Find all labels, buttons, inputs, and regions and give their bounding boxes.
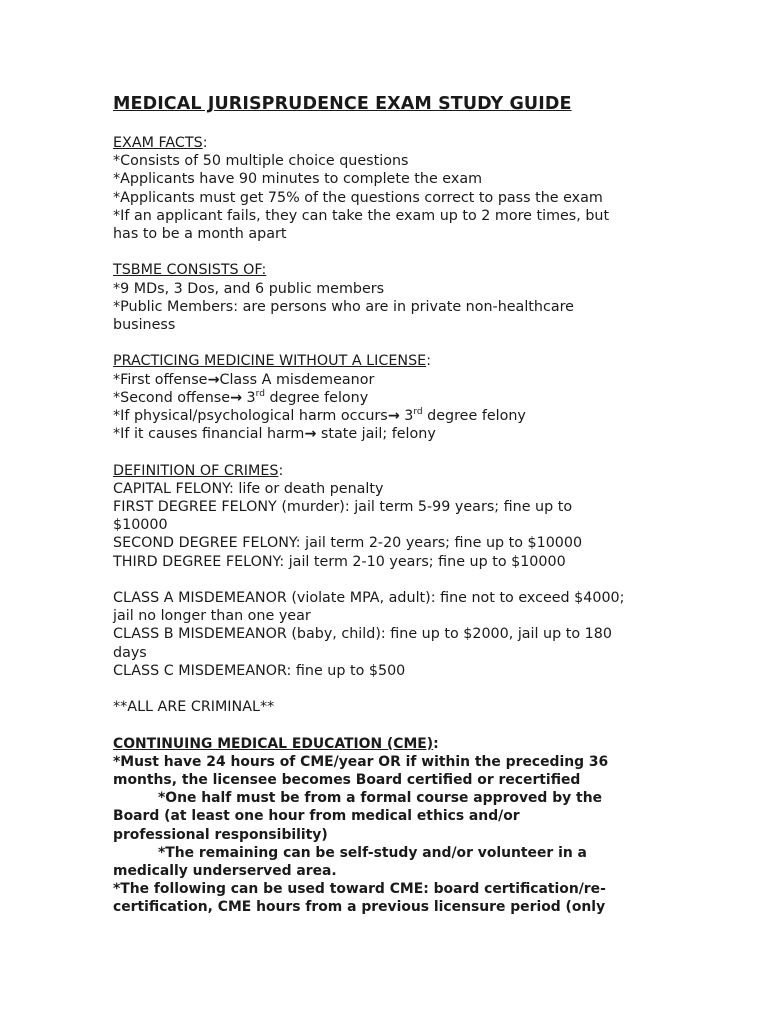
document-page xyxy=(113,92,673,917)
crime-definition: THIRD DEGREE FELONY: jail term 2-10 years; fine up to $10000 xyxy=(113,553,566,570)
exam-fact-item: *Applicants must get 75% of the questions correct to pass the exam xyxy=(113,189,603,206)
crimes-heading: DEFINITION OF CRIMES xyxy=(113,462,279,479)
tsbme-item: *Public Members: are persons who are in private non-healthcare xyxy=(113,298,574,315)
practicing-item-financial: *If it causes financial harm→ state jail; felony xyxy=(113,426,436,443)
exam-facts-colon: : xyxy=(202,135,208,151)
crime-definition: FIRST DEGREE FELONY (murder): jail term 5-99 years; fine up to xyxy=(113,499,573,516)
exam-facts-heading-line xyxy=(113,134,673,152)
criminal-note: **ALL ARE CRIMINAL** xyxy=(113,699,275,716)
exam-fact-item: *Consists of 50 multiple choice questions xyxy=(113,153,409,170)
cme-indented-line: *The remaining can be self-study and/or volunteer in a xyxy=(158,844,587,861)
cme-line: certification, CME hours from a previous licensure period (only xyxy=(113,899,606,916)
arrow-right-icon: → xyxy=(387,408,400,425)
misdemeanor-definition: CLASS B MISDEMEANOR (baby, child): fine up to $2000, jail up to 180 xyxy=(113,626,612,643)
crime-definition: SECOND DEGREE FELONY: jail term 2-20 years; fine up to $10000 xyxy=(113,535,583,552)
page-title: MEDICAL JURISPRUDENCE EXAM STUDY GUIDE xyxy=(113,94,572,114)
cme-line: months, the licensee becomes Board certified or recertified xyxy=(113,772,581,789)
arrow-right-icon: → xyxy=(230,389,242,406)
arrow-right-icon: → xyxy=(207,371,220,388)
practicing-item-second: *Second offense→ 3rd degree felony xyxy=(113,389,369,406)
cme-line: *The following can be used toward CME: board certification/re- xyxy=(113,881,606,898)
misdemeanor-definition: CLASS C MISDEMEANOR: fine up to $500 xyxy=(113,662,406,679)
exam-fact-item: *If an applicant fails, they can take the exam up to 2 more times, but xyxy=(113,207,610,224)
cme-indented-line: *One half must be from a formal course approved by the xyxy=(158,790,602,807)
practicing-item-harm: *If physical/psychological harm occurs→ 3rd degree felony xyxy=(113,407,526,425)
tsbme-item: *9 MDs, 3 Dos, and 6 public members xyxy=(113,280,385,297)
cme-heading-line xyxy=(113,735,673,753)
tsbme-item: business xyxy=(113,317,176,334)
exam-fact-item: *Applicants have 90 minutes to complete the exam xyxy=(113,171,483,188)
crime-definition: $10000 xyxy=(113,517,168,534)
crime-definition: CAPITAL FELONY: life or death penalty xyxy=(113,480,384,497)
practicing-item-first: *First offense→Class A misdemeanor xyxy=(113,371,375,388)
cme-line: *Must have 24 hours of CME/year OR if within the preceding 36 xyxy=(113,753,609,770)
cme-line: medically underserved area. xyxy=(113,863,337,880)
practicing-heading: PRACTICING MEDICINE WITHOUT A LICENSE xyxy=(113,353,427,370)
arrow-right-icon: → xyxy=(304,426,317,443)
practicing-heading-line xyxy=(113,352,673,370)
practicing-colon: : xyxy=(426,353,432,370)
cme-colon: : xyxy=(433,735,439,752)
cme-heading: CONTINUING MEDICAL EDUCATION (CME) xyxy=(113,735,434,752)
exam-facts-heading: EXAM FACTS xyxy=(113,135,203,151)
misdemeanor-definition: jail no longer than one year xyxy=(113,608,311,625)
crimes-colon: : xyxy=(278,462,284,479)
misdemeanor-definition: CLASS A MISDEMEANOR (violate MPA, adult): fine not to exceed $4000; xyxy=(113,590,625,607)
crimes-heading-line xyxy=(113,462,673,480)
tsbme-heading: TSBME CONSISTS OF: xyxy=(113,262,267,279)
misdemeanor-definition: days xyxy=(113,644,147,661)
cme-line: Board (at least one hour from medical ethics and/or xyxy=(113,808,520,825)
cme-line: professional responsibility) xyxy=(113,826,328,843)
exam-fact-item: has to be a month apart xyxy=(113,226,287,243)
